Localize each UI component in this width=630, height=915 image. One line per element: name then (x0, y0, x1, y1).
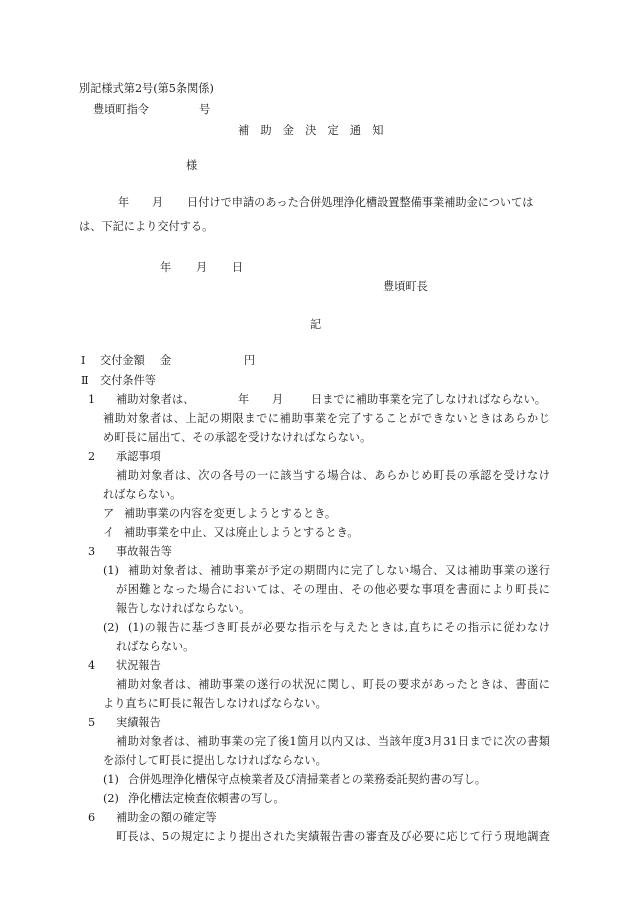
document-number-suffix: 号 (199, 103, 211, 116)
item-1-body-line-2: め町長に届出て、その承認を受けなければならない。 (103, 431, 372, 444)
section-2-number: Ⅱ (81, 374, 89, 387)
intro-year: 年 (118, 196, 130, 209)
item-4-body-line-1: 補助対象者は、補助事業の遂行の状況に関し、町長の要求があったときは、書面に (116, 678, 550, 691)
date-day: 日 (232, 261, 244, 274)
item-5-p1-mark: (1) (103, 773, 119, 786)
item-4-body-line-2: より直ちに町長に報告しなければならない。 (103, 697, 327, 710)
section-2-label: 交付条件等 (100, 374, 156, 387)
section-1-number: Ⅰ (81, 354, 86, 367)
item-4-number: 4 (88, 659, 96, 672)
item-5-p2-text: 浄化槽法定検査依頼書の写し。 (128, 792, 285, 805)
item-3-p2-line-1: (1)の報告に基づき町長が必要な指示を与えたときは,直ちにその指示に従わなけ (128, 621, 550, 634)
item-2-i-mark: イ (103, 526, 115, 539)
item-2-body-line-2: ればならない。 (103, 488, 182, 501)
item-2-i-text: 補助事業を中止、又は廃止しようとするとき。 (124, 526, 359, 539)
item-1-deadline-month: 月 (272, 393, 284, 406)
item-2-a-mark: ア (103, 507, 115, 520)
intro-line-1: 日付けで申請のあった合併処理浄化槽設置整備事業補助金については (187, 196, 534, 209)
intro-month: 月 (152, 196, 164, 209)
item-1-deadline-year: 年 (238, 393, 250, 406)
item-2-body-line-1: 補助対象者は、次の各号の一に該当する場合は、あらかじめ町長の承認を受けなけ (116, 469, 550, 482)
item-5-body-line-1: 補助対象者は、補助事業の完了後1箇月以内又は、当該年度3月31日までに次の書類 (116, 735, 550, 748)
item-5-p1-text: 合併処理浄化槽保守点検業者及び清掃業者との業務委託契約書の写し。 (128, 773, 487, 786)
item-1-number: 1 (88, 393, 96, 406)
item-5-number: 5 (88, 716, 96, 729)
item-6-body-line-1: 町長は、5の規定により提出された実績報告書の審査及び必要に応じて行う現地調査 (116, 830, 550, 843)
item-3-number: 3 (88, 545, 96, 558)
item-3-heading: 事故報告等 (116, 545, 172, 558)
item-3-p2-line-2: ればならない。 (116, 640, 195, 653)
item-3-p1-line-1: 補助対象者は、補助事業が予定の期間内に完了しない場合、又は補助事業の遂行 (128, 564, 550, 577)
item-1-deadline-post: 日までに補助事業を完了しなければならない。 (311, 393, 546, 406)
item-3-p1-line-2: が困難となった場合においては、その理由、その他必要な事項を書面により町長に (116, 583, 550, 596)
item-5-body-line-2: を添付して町長に提出しなければならない。 (103, 754, 327, 767)
item-1-body-line-1: 補助対象者は、上記の期限までに補助事業を完了することができないときはあらかじ (103, 412, 550, 425)
document-number-prefix: 豊頃町指令 (93, 103, 149, 116)
date-month: 月 (196, 261, 208, 274)
item-2-a-text: 補助事業の内容を変更しようとするとき。 (124, 507, 337, 520)
document-title: 補 助 金 決 定 通 知 (238, 124, 384, 137)
item-2-number: 2 (88, 450, 96, 463)
date-year: 年 (160, 261, 172, 274)
item-6-number: 6 (88, 811, 96, 824)
item-5-p2-mark: (2) (103, 792, 119, 805)
item-6-heading: 補助金の額の確定等 (116, 811, 217, 824)
ki-heading: 記 (310, 318, 322, 331)
item-1-deadline-pre: 補助対象者は、 (116, 393, 195, 406)
section-1-label: 交付金額 (100, 354, 145, 367)
item-3-p2-mark: (2) (103, 621, 119, 634)
section-1-yen: 円 (244, 354, 256, 367)
item-3-p1-mark: (1) (103, 564, 119, 577)
issuer-name: 豊頃町長 (383, 280, 428, 293)
item-3-p1-line-3: 報告しなければならない。 (116, 602, 251, 615)
item-4-heading: 状況報告 (116, 659, 161, 672)
item-5-heading: 実績報告 (116, 716, 161, 729)
intro-line-2: は、下記により交付する。 (79, 220, 214, 233)
form-reference: 別記様式第2号(第5条関係) (79, 82, 214, 95)
section-1-gold: 金 (160, 354, 172, 367)
item-2-heading: 承認事項 (116, 450, 161, 463)
recipient-honorific: 様 (186, 159, 198, 172)
